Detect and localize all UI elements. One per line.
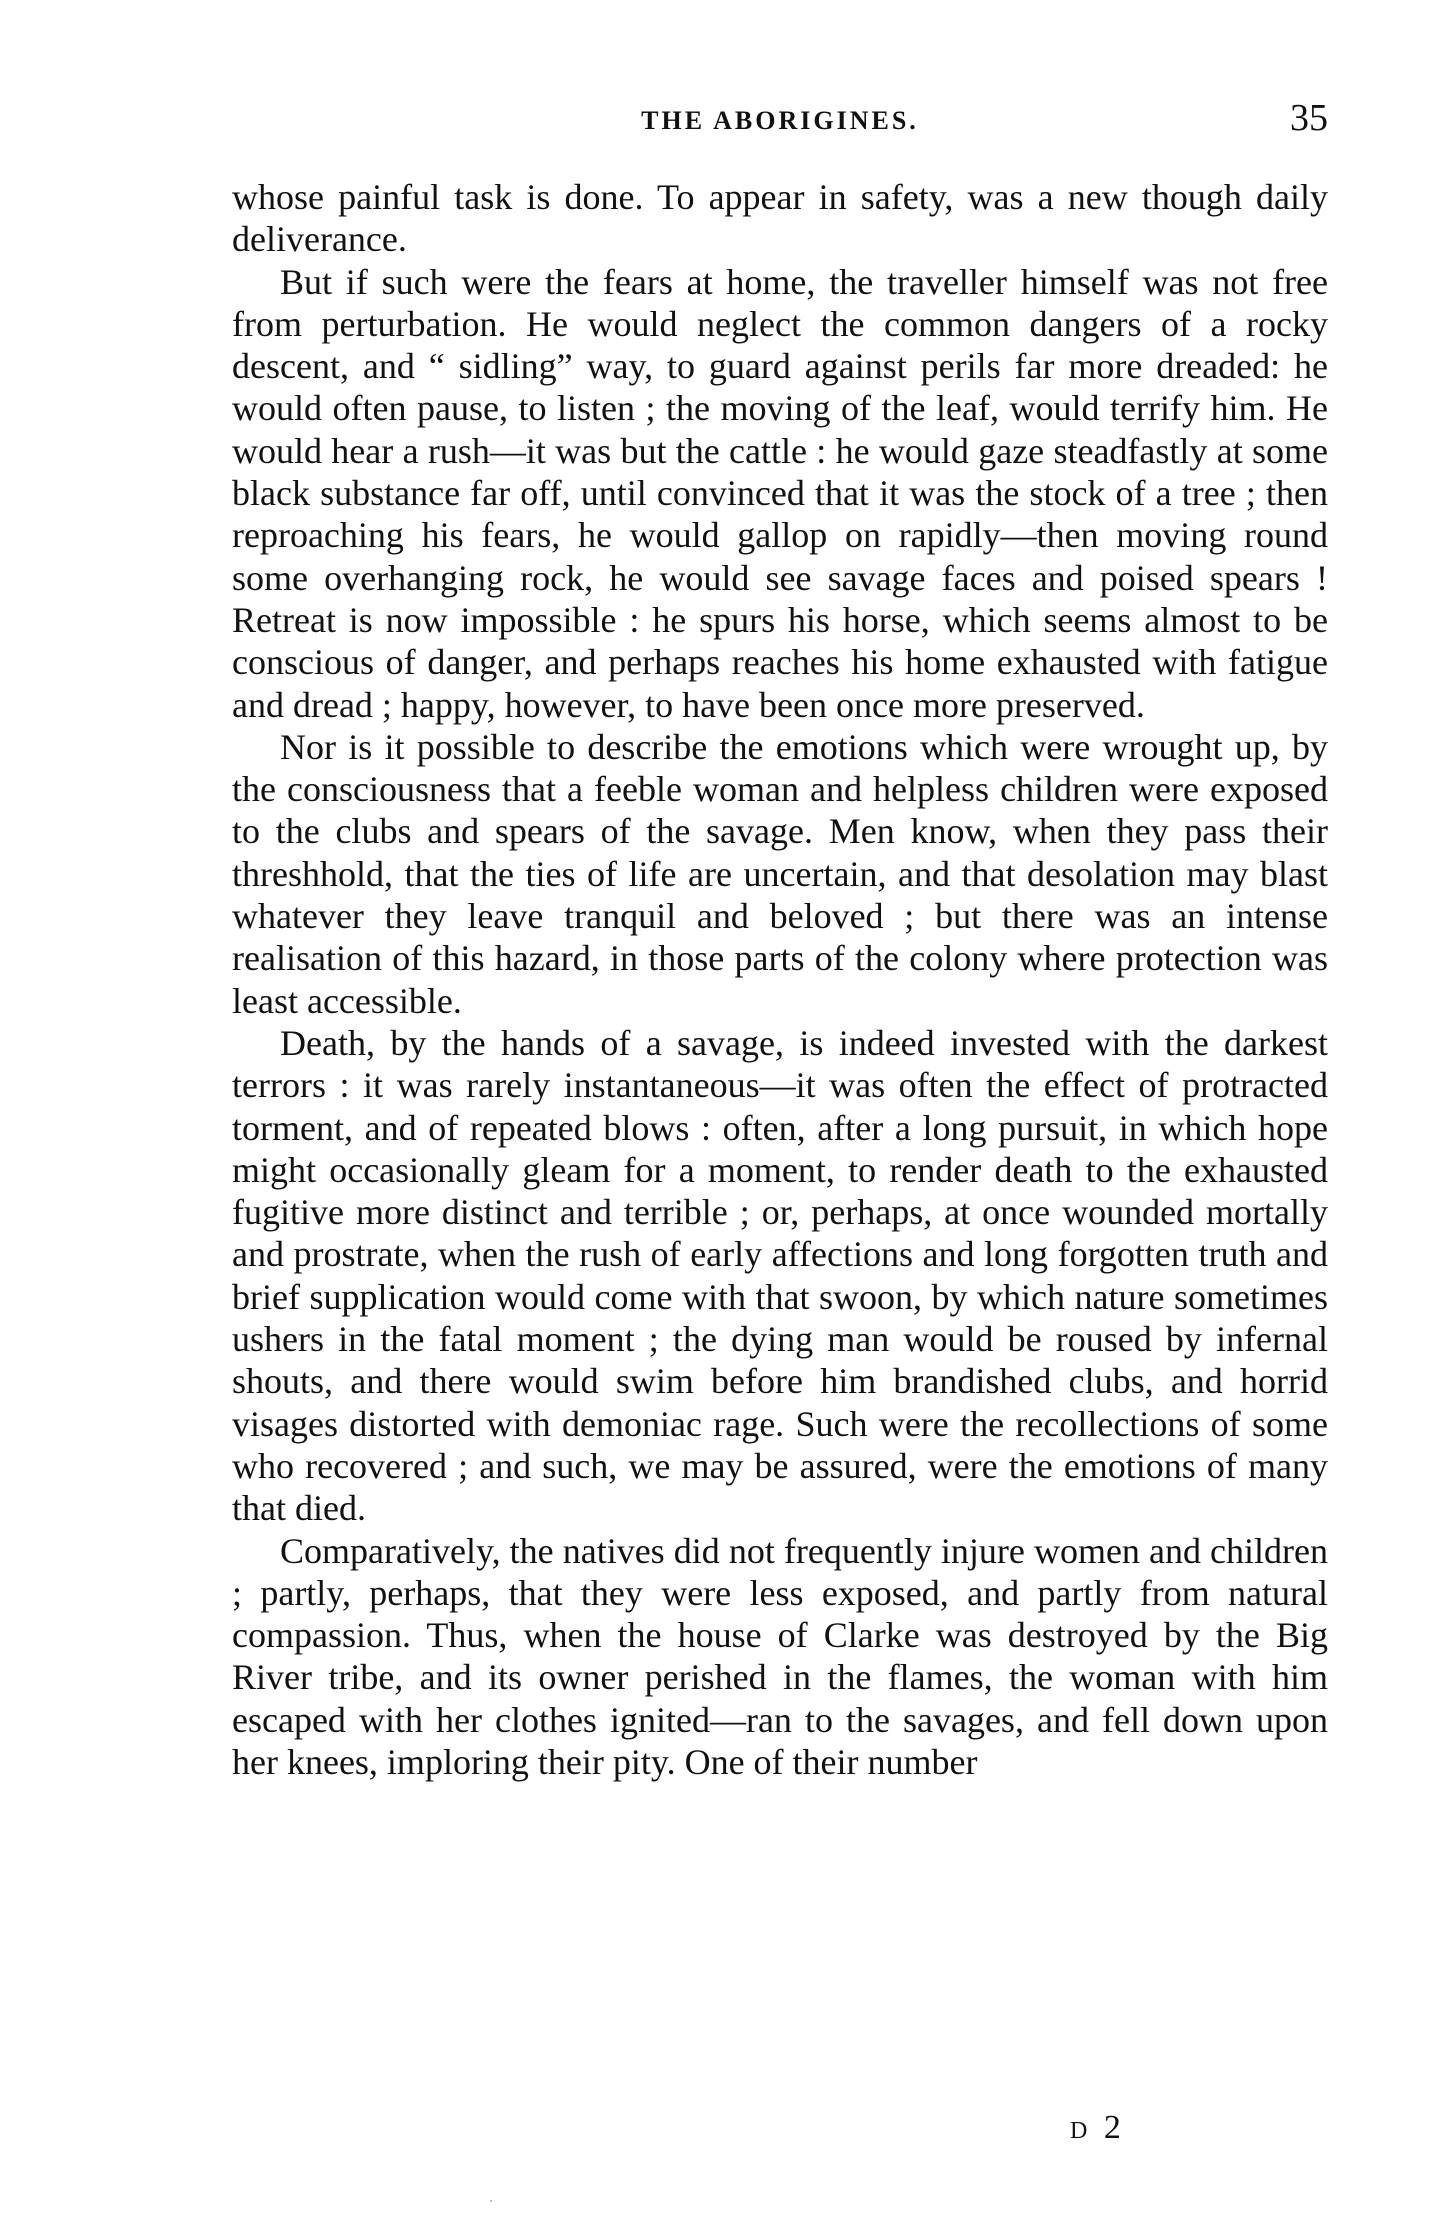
paper-speck: [490, 2200, 492, 2202]
body-text: [232, 176, 1328, 1783]
running-head: [232, 96, 1328, 146]
paragraph-continued: whose painful task is done. To appear in safety, was a new though daily deliverance.: [232, 177, 1328, 260]
signature-number: 2: [1103, 2109, 1125, 2146]
page-number: 35: [1290, 97, 1328, 139]
paragraph: Death, by the hands of a savage, is indeed invested with the darkest terrors : it was rarely instantaneous—it was often the effect of protracted torment, and of repeated blows : often, after a long pursuit, in which hope might occasionally gleam for a moment, to render death to the exhausted fugitive more distinct and terrible ; or, perhaps, at once wounded mortally and prostrate, when the rush of early affections and long forgotten truth and brief supplication would come with that swoon, by which nature sometimes ushers in the fatal moment ; the dying man would be roused by infernal shouts, and there would swim before him brandished clubs, and horrid visages distorted with demoniac rage. Such were the recollections of some who recovered ; and such, we may be assured, were the emotions of many that died.: [232, 1022, 1328, 1529]
paragraph: But if such were the fears at home, the traveller himself was not free from perturbation. He would neglect the common dangers of a rocky descent, and “ sidling” way, to guard against perils far more dreaded: he would often pause, to listen ; the moving of the leaf, would terrify him. He would hear a rush—it was but the cattle : he would gaze steadfastly at some black substance far off, until convinced that it was the stock of a tree ; then reproaching his fears, he would gallop on rapidly—then moving round some overhanging rock, he would see savage faces and poised spears ! Retreat is now impossible : he spurs his horse, which seems almost to be conscious of danger, and perhaps reaches his home exhausted with fatigue and dread ; happy, however, to have been once more preserved.: [232, 261, 1328, 725]
paragraph: Nor is it possible to describe the emotions which were wrought up, by the consciousness that a feeble woman and helpless children were exposed to the clubs and spears of the savage. Men know, when they pass their threshhold, that the ties of life are uncertain, and that desolation may blast whatever they leave tranquil and beloved ; but there was an intense realisation of this hazard, in those parts of the colony where protection was least accessible.: [232, 726, 1328, 1021]
paragraph: Comparatively, the natives did not frequently injure women and children ; partly, perhaps, that they were less exposed, and partly from natural compassion. Thus, when the house of Clarke was destroyed by the Big River tribe, and its owner perished in the flames, the woman with him escaped with her clothes ignited—ran to the savages, and fell down upon her knees, imploring their pity. One of their number: [232, 1530, 1328, 1782]
signature-letter: D: [1070, 2118, 1092, 2144]
running-title: THE ABORIGINES.: [641, 106, 919, 135]
signature-mark: [1070, 2108, 1125, 2151]
